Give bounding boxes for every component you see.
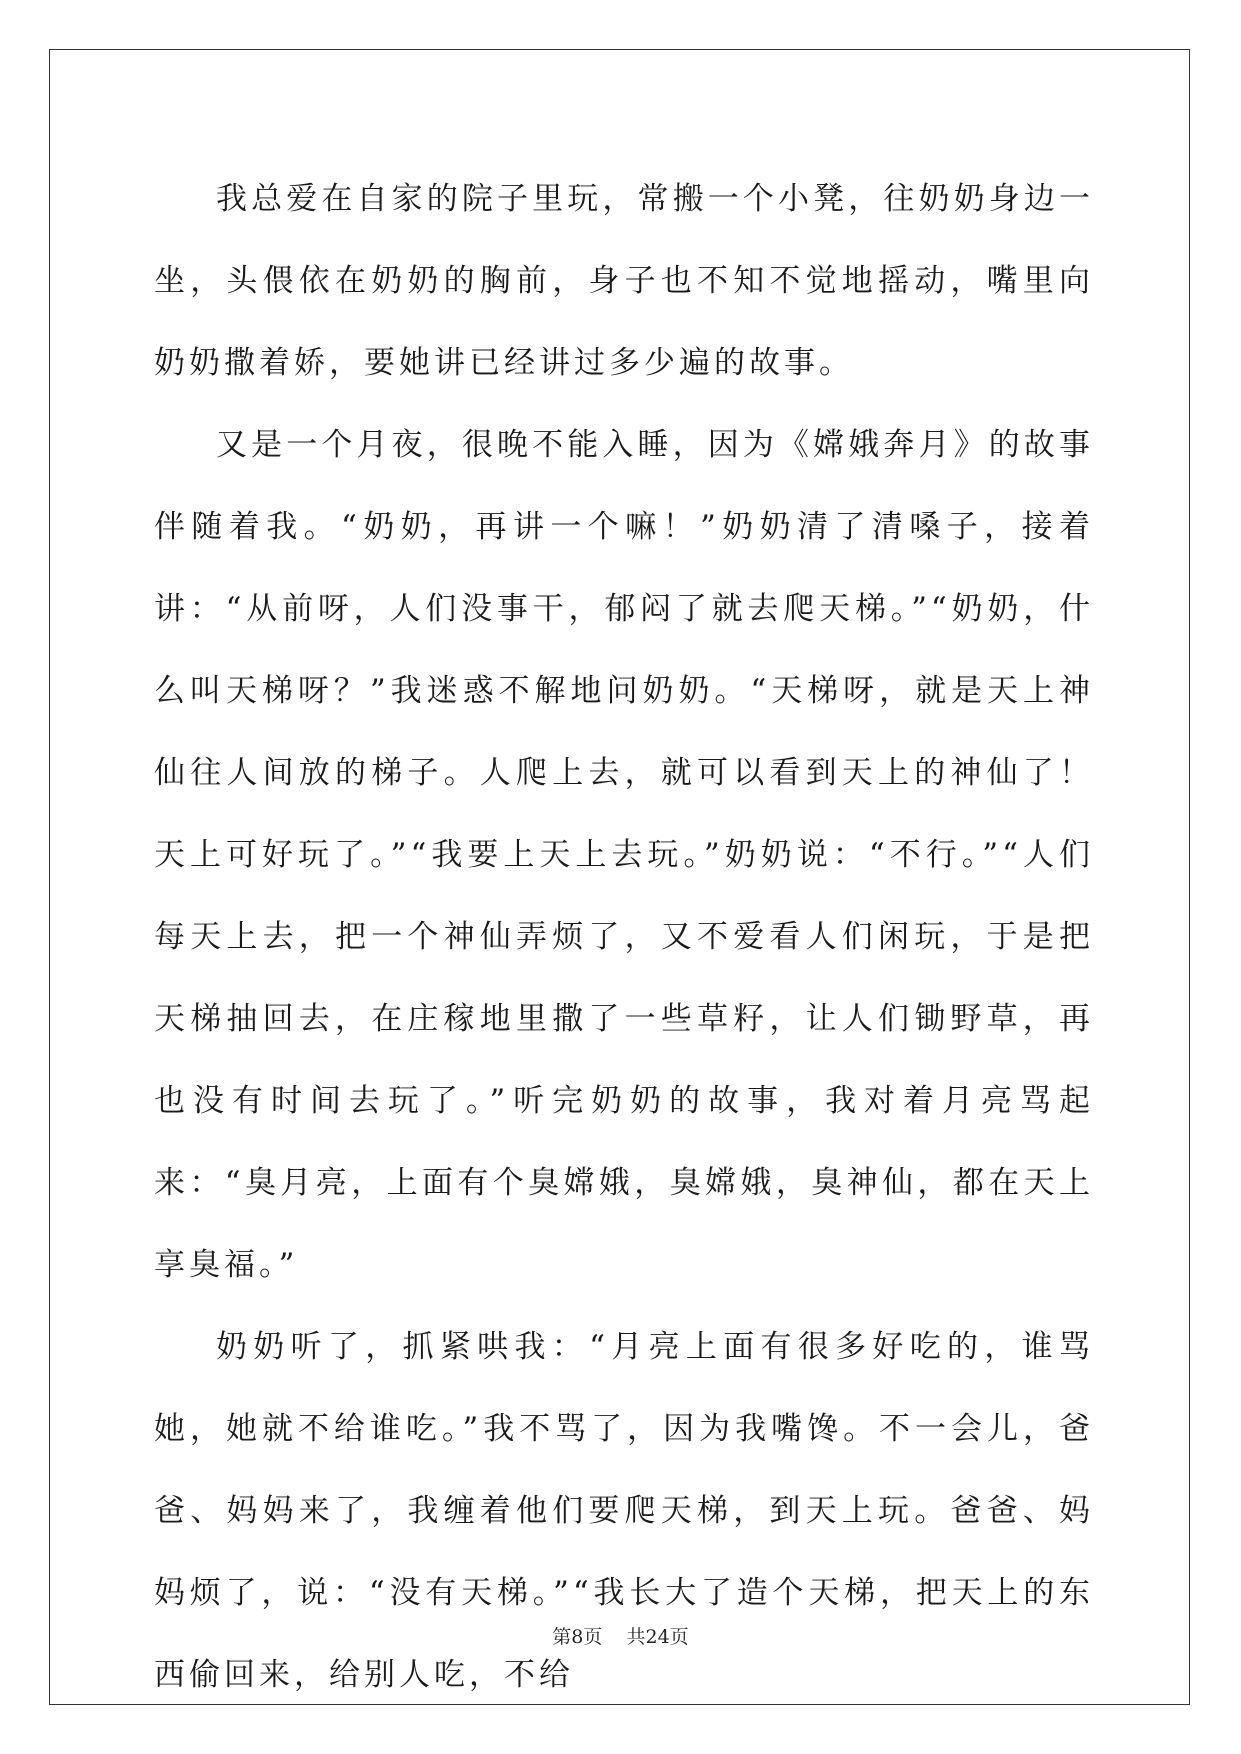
page-footer <box>0 1622 1241 1649</box>
paragraph: 我总爱在自家的院子里玩，常搬一个小凳，往奶奶身边一坐，头偎依在奶奶的胸前，身子也不知不觉地摇动，嘴里向奶奶撒着娇，要她讲已经讲过多少遍的故事。 <box>154 181 1094 381</box>
paragraph: 又是一个月夜，很晚不能入睡，因为《嫦娥奔月》的故事伴随着我。“奶奶，再讲一个嘛！”奶奶清了清嗓子，接着讲：“从前呀，人们没事干，郁闷了就去爬天梯。”“奶奶，什么叫天梯呀？”我迷惑不解地问奶奶。“天梯呀，就是天上神仙往人间放的梯子。人爬上去，就可以看到天上的神仙了！天上可好玩了。”“我要上天上去玩。”奶奶说：“不行。”“人们每天上去，把一个神仙弄烦了，又不爱看人们闲玩，于是把天梯抽回去，在庄稼地里撒了一些草籽，让人们锄野草，再也没有时间去玩了。”听完奶奶的故事，我对着月亮骂起来：“臭月亮，上面有个臭嫦娥，臭嫦娥，臭神仙，都在天上享臭福。” <box>154 427 1094 1283</box>
document-body <box>154 158 1094 1716</box>
page-number: 第8页 共24页 <box>552 1626 689 1648</box>
paragraph: 奶奶听了，抓紧哄我：“月亮上面有很多好吃的，谁骂她，她就不给谁吃。”我不骂了，因为我嘴馋。不一会儿，爸爸、妈妈来了，我缠着他们要爬天梯，到天上玩。爸爸、妈妈烦了，说：“没有天梯。”“我长大了造个天梯，把天上的东西偷回来，给别人吃，不给 <box>154 1329 1094 1693</box>
